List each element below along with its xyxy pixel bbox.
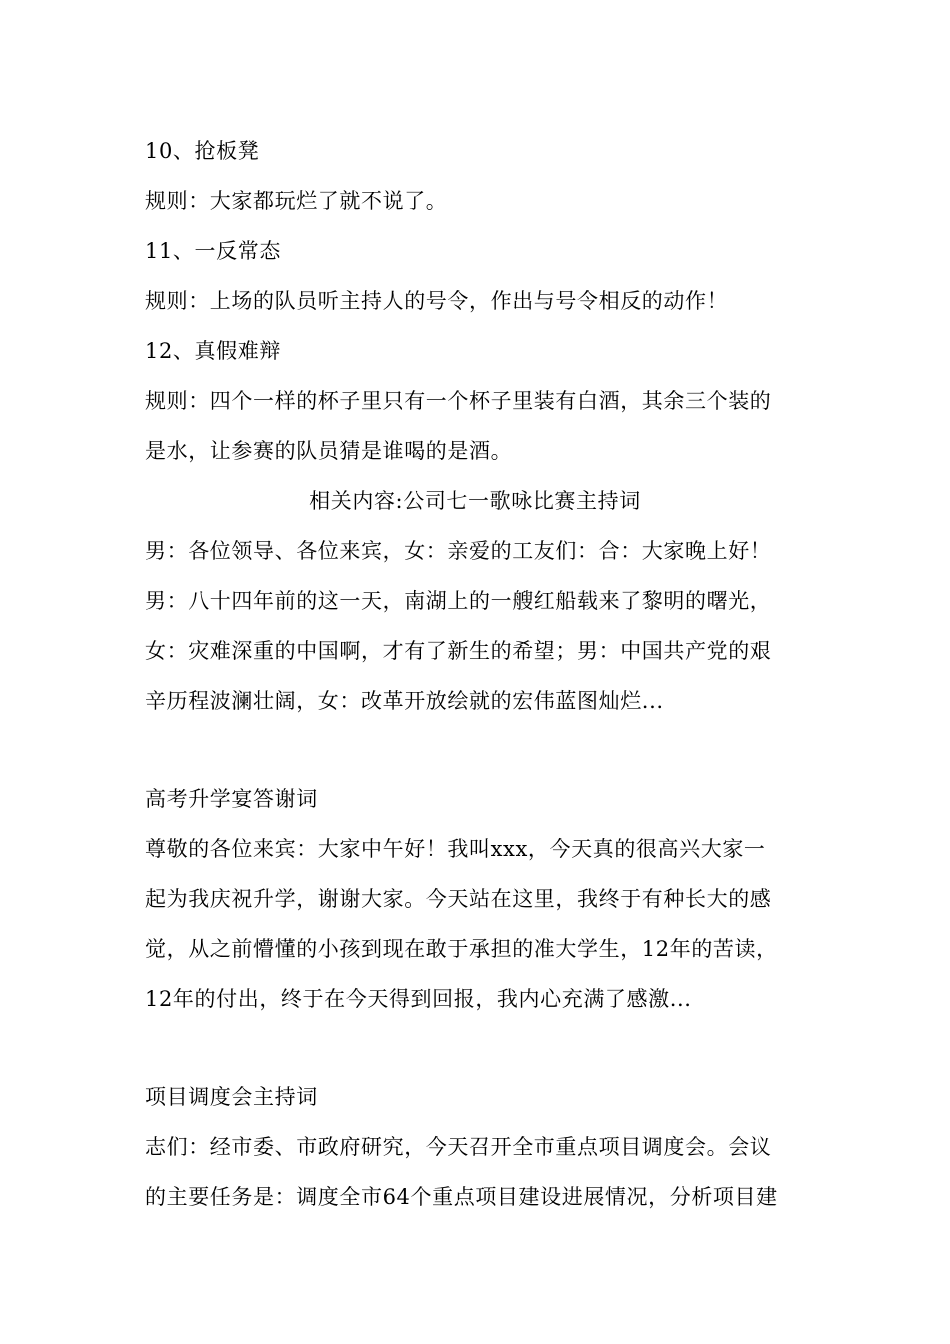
item-heading: 12、真假难辩	[145, 339, 281, 363]
paragraph-line: 12年的付出，终于在今天得到回报，我内心充满了感激...	[145, 987, 692, 1011]
paragraph-line: 志们：经市委、市政府研究，今天召开全市重点项目调度会。会议	[145, 1135, 772, 1159]
paragraph-line: 辛历程波澜壮阔，女：改革开放绘就的宏伟蓝图灿烂...	[145, 689, 664, 713]
paragraph-line: 的主要任务是：调度全市64个重点项目建设进展情况，分析项目建	[145, 1185, 778, 1209]
item-heading: 10、抢板凳	[145, 139, 260, 163]
paragraph-line: 觉，从之前懵懂的小孩到现在敢于承担的准大学生，12年的苦读，	[145, 937, 778, 961]
paragraph-line: 男：各位领导、各位来宾，女：亲爱的工友们：合：大家晚上好！	[145, 539, 772, 563]
item-rule: 规则：大家都玩烂了就不说了。	[145, 189, 448, 213]
item-heading: 11、一反常态	[145, 239, 281, 263]
paragraph-line: 女：灾难深重的中国啊，才有了新生的希望；男：中国共产党的艰	[145, 639, 772, 663]
item-rule: 规则：四个一样的杯子里只有一个杯子里装有白酒，其余三个装的	[145, 389, 772, 413]
section-title: 项目调度会主持词	[145, 1085, 318, 1109]
paragraph-line: 男：八十四年前的这一天，南湖上的一艘红船载来了黎明的曙光，	[145, 589, 772, 613]
section-title: 高考升学宴答谢词	[145, 787, 318, 811]
paragraph-line: 起为我庆祝升学，谢谢大家。今天站在这里，我终于有种长大的感	[145, 887, 772, 911]
item-rule: 是水，让参赛的队员猜是谁喝的是酒。	[145, 439, 513, 463]
paragraph-line: 尊敬的各位来宾：大家中午好！我叫xxx，今天真的很高兴大家一	[145, 837, 766, 861]
item-rule: 规则：上场的队员听主持人的号令，作出与号令相反的动作！	[145, 289, 729, 313]
related-title: 相关内容:公司七一歌咏比赛主持词	[309, 489, 641, 513]
